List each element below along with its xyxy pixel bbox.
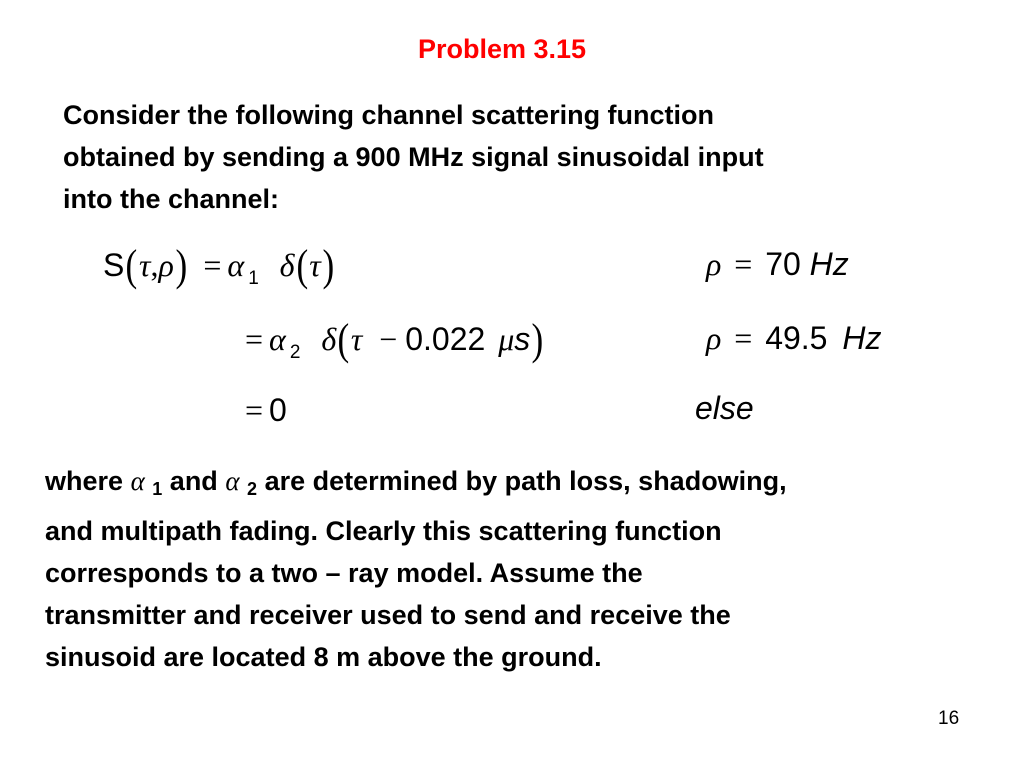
math-symbol: μ: [498, 321, 515, 357]
body-word: are determined by path loss, shadowing,: [264, 466, 787, 496]
body-line: sinusoid are located 8 m above the ground.: [45, 642, 602, 672]
math-symbol: τ: [139, 247, 151, 283]
math-subscript: 1: [248, 268, 259, 289]
delay-unit: s: [514, 321, 531, 357]
body-word: where: [45, 466, 124, 496]
math-symbol: S: [103, 247, 125, 283]
zero-value: 0: [269, 392, 287, 428]
slide-title: Problem 3.15: [417, 34, 587, 64]
paren: (: [125, 241, 138, 290]
intro-line: Consider the following channel scattering function: [63, 100, 715, 130]
intro-line: into the channel:: [63, 184, 279, 214]
equation-row-2: [245, 315, 545, 364]
equation-row-1-condition: [706, 248, 849, 280]
frequency-value: 49.5: [765, 320, 828, 356]
frequency-unit: Hz: [809, 246, 849, 282]
math-symbol: ,: [150, 247, 159, 283]
math-symbol: δ: [279, 247, 295, 283]
math-symbol: =: [734, 320, 753, 356]
math-symbol: α: [227, 247, 245, 283]
math-symbol: δ: [321, 321, 337, 357]
math-symbol: =: [245, 392, 264, 428]
math-symbol: =: [245, 321, 264, 357]
body-paragraph: [45, 460, 1015, 678]
equation-row-3: [245, 394, 287, 426]
math-symbol: =: [203, 247, 222, 283]
subscript: 1: [152, 479, 163, 499]
math-subscript: 2: [289, 342, 301, 363]
page-number: 16: [938, 708, 960, 729]
math-symbol: =: [734, 246, 753, 282]
alpha-symbol: α: [130, 466, 145, 496]
paren: (: [337, 315, 350, 364]
alpha-symbol: α: [225, 466, 240, 496]
body-word: and: [169, 466, 218, 496]
equation-row-3-condition: [695, 392, 754, 424]
intro-line: obtained by sending a 900 MHz signal sinusoidal input: [63, 142, 764, 172]
delay-value: 0.022: [405, 321, 486, 357]
paren: ): [175, 241, 188, 290]
math-symbol: −: [379, 321, 398, 357]
body-line: corresponds to a two – ray model. Assume the: [45, 558, 643, 588]
math-symbol: τ: [350, 321, 363, 357]
paren: ): [322, 241, 334, 290]
body-line: [45, 460, 1015, 510]
else-label: else: [695, 390, 754, 426]
intro-paragraph: [63, 94, 963, 220]
subscript: 2: [247, 479, 258, 499]
math-symbol: ρ: [158, 247, 174, 283]
equation-row-1-lhs: [103, 241, 335, 290]
body-line: transmitter and receiver used to send and receive the: [45, 600, 731, 630]
math-symbol: τ: [309, 247, 321, 283]
frequency-unit: Hz: [842, 320, 882, 356]
math-symbol: ρ: [706, 320, 722, 356]
paren: ): [531, 315, 544, 364]
equation-row-2-condition: [706, 322, 881, 354]
math-symbol: α: [269, 321, 286, 357]
paren: (: [296, 241, 308, 290]
body-line: and multipath fading. Clearly this scattering function: [45, 516, 722, 546]
math-symbol: ρ: [706, 246, 722, 282]
frequency-value: 70: [765, 246, 801, 282]
